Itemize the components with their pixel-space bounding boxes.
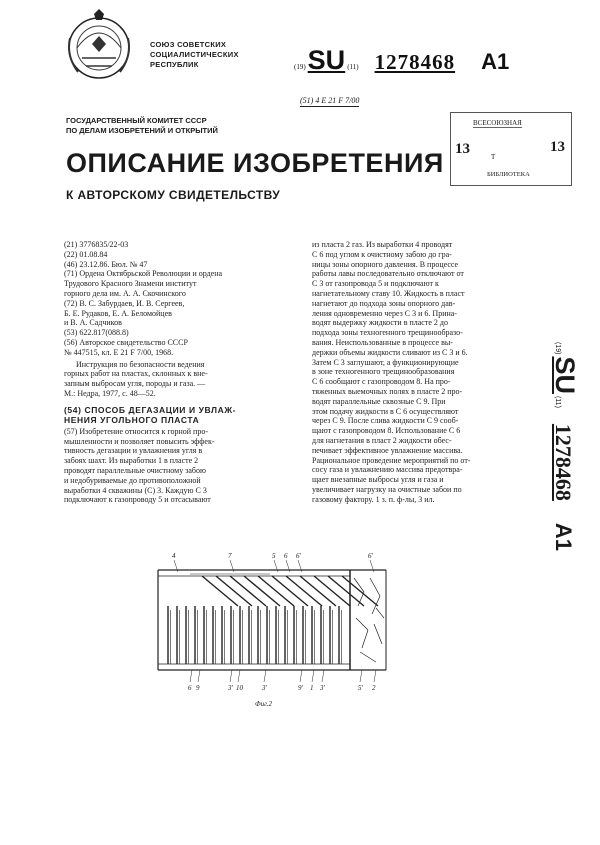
figure-label-top: 7 [228,552,232,560]
figure-label-bottom: 6 [188,684,192,692]
label-leader [264,670,266,682]
abstract-left [64,427,292,505]
figure-caption: Фиг.2 [255,700,273,708]
stamp-num-right: 13 [550,139,565,155]
abstract-line: держки объемы жидкости сливают из С 3 и 6. [312,347,468,357]
document-subtitle: К АВТОРСКОМУ СВИДЕТЕЛЬСТВУ [66,188,281,202]
biblio-row: Б. Е. Рудаков, Е. А. Беломойцев [64,308,172,318]
reference-line: запным выбросам угля, породы и газа. — [64,379,206,389]
ipc-class: (51) 4 Е 21 F 7/00 [300,96,360,105]
kind-code: A1 [481,49,510,74]
borehole-inclined [244,576,280,606]
org-name [150,40,239,70]
document-title: ОПИСАНИЕ ИЗОБРЕТЕНИЯ [66,148,444,178]
abstract-line: тяженных выемочных полях в пласте 2 про- [312,386,463,396]
abstract-line: через С 9. После слива жидкости С 9 сооб- [312,416,459,426]
stamp-top: ВСЕСОЮЗНАЯ [473,119,522,127]
biblio-row: (56) Авторское свидетельство СССР [64,337,188,347]
abstract-line: мышленности и позволяет повысить эффек- [64,436,215,446]
figure-label-top: 6' [296,552,301,560]
committee-line: ГОСУДАРСТВЕННЫЙ КОМИТЕТ СССР [66,116,207,125]
side-code-19: (19) [554,342,561,355]
figure-label-top: 5 [272,552,276,560]
borehole-inclined [216,576,252,606]
abstract-line: увеличивает нагрузку на очистные забои по [312,484,462,494]
label-leader [322,670,324,682]
abstract-line: работы лавы последовательно отключают от [312,269,464,279]
figure-label-bottom: 2 [372,684,376,692]
biblio-row: (46) 23.12.86. Бюл. № 47 [64,259,148,269]
abstract-line: сосу газа и увлажнению массива предотвра- [312,465,463,475]
bibliographic-data [64,240,292,505]
biblio-row: (53) 622.817(088.8) [64,328,129,338]
abstract-line: этом подачу жидкости в С 6 осуществляют [312,406,459,416]
biblio-row: (72) В. С. Забурдаев, И. В. Сергеев, [64,298,185,308]
borehole-inclined [272,576,308,606]
label-leader [374,670,376,682]
abstract-line: тивность дегазации и увлажнения угля в [64,446,203,456]
country-code: SU [307,45,346,75]
org-line: СОЮЗ СОВЕТСКИХ [150,40,227,49]
side-patent-number: 1278468 [551,423,576,501]
label-leader [300,670,302,682]
abstract-line: подхода зоны техногенного трещинообразо- [312,328,463,338]
stamp-middle: Т [491,153,496,161]
committee-name [66,116,218,136]
figure-label-bottom: 3' [262,684,267,692]
figure-label-bottom: 9' [298,684,303,692]
abstract-line: водят выдержку жидкости в пласте 2 до [312,318,448,328]
abstract-line: нагнетают до подхода зоны опорного дав- [312,298,456,308]
figure-label-bottom: 1 [310,684,314,692]
side-publication-number [532,340,590,720]
abstract-line: проводят параллельные очистному забою [64,465,206,475]
side-kind-code: A1 [551,522,576,552]
abstract-line: подключают к газопроводу 5 и отсасывают [64,495,211,505]
abstract-line: и недобуриваемые до противоположной [64,475,201,485]
invention-title-line: НЕНИЯ УГОЛЬНОГО ПЛАСТА [64,414,200,425]
abstract-line: водят параллельные сквозные С 9. При [312,396,446,406]
reference-line: горных работ на пластах, склонных к вне- [64,369,208,379]
org-line: РЕСПУБЛИК [150,60,199,69]
borehole-inclined [230,576,266,606]
borehole-inclined [258,576,294,606]
abstract-line: С 6 под углом к очистному забою до гра- [312,249,452,259]
abstract-line: в зоне техногенного трещинообразования [312,367,455,377]
abstract-line: газовому фактору. 1 з. п. ф-лы, 3 ил. [312,494,435,504]
reference-line: Инструкция по безопасности ведения [76,359,205,369]
state-emblem-icon [62,8,136,84]
biblio-row: горного дела им. А. А. Скочинского [64,288,186,298]
caved-zone-crack [376,608,384,618]
reference-text [64,360,292,399]
code-11: (11) [347,63,359,71]
biblio-row: (21) 3776835/22-03 [64,240,129,249]
figure-label-bottom: 9 [196,684,200,692]
code-19: (19) [294,63,306,71]
figure-label-top: 4 [172,552,176,560]
abstract-line: С 3 от газопровода 5 и подключают к [312,279,439,289]
abstract-line: выработки 4 скважины (С) 3. Каждую С 3 [64,485,207,495]
committee-line: ПО ДЕЛАМ ИЗОБРЕТЕНИЙ И ОТКРЫТИЙ [66,126,218,135]
biblio-row: № 447515, кл. Е 21 F 7/00, 1968. [64,347,174,357]
abstract-line: ления одновременно через С 3 и 6. Прина- [312,308,457,318]
figure-label-bottom: 3' [320,684,325,692]
invention-title-line: (54) СПОСОБ ДЕГАЗАЦИИ И УВЛАЖ- [64,404,237,415]
label-leader [198,670,200,682]
side-country-code: SU [550,356,580,394]
borehole-inclined [314,576,350,606]
stamp-bottom: БИБЛИОТЕКА [487,171,530,178]
abstract-line: щает внезапные выбросы угля и газа и [312,475,444,485]
caved-zone-crack [356,618,368,630]
abstract-line: Затем С 3 заглушают, а функционирующие [312,357,459,367]
biblio-row: (22) 01.08.84 [64,249,108,259]
patent-number: 1278468 [374,50,456,74]
caved-zone-crack [370,578,380,596]
biblio-row: Трудового Красного Знамени институт [64,279,197,289]
abstract-right [312,240,536,505]
caved-zone-crack [374,624,382,644]
figure-label-bottom: 3' [228,684,233,692]
figure-label-bottom: 10 [236,684,243,692]
borehole-inclined [300,576,336,606]
abstract-line: забоях шахт. Из выработки 1 в пласте 2 [64,456,199,466]
borehole-inclined [286,576,322,606]
abstract-line: Рациональное проведение мероприятий по от- [312,455,471,465]
abstract-line: щают с газопроводом 8. Использование С 6 [312,426,461,436]
publication-number [292,45,509,85]
abstract-line: вания. Неиспользованные в процессе вы- [312,337,453,347]
caved-zone-crack [362,630,368,648]
abstract-line: (57) Изобретение относится к горной про- [64,426,209,436]
figure-label-top: 6' [368,552,373,560]
stamp-num-left: 13 [455,141,470,157]
figure-label-top: 6 [284,552,288,560]
reference-line: М.: Недра, 1977, с. 48—52. [64,388,156,398]
abstract-line: нагнетательному ставу 10. Жидкость в пласт [312,288,465,298]
org-line: СОЦИАЛИСТИЧЕСКИХ [150,50,239,59]
library-stamp [450,112,572,186]
label-leader [190,670,192,682]
borehole-inclined [202,576,238,606]
borehole-inclined [328,576,364,606]
biblio-row: и В. А. Садчиков [64,318,122,328]
biblio-row: (71) Ордена Октябрьской Революции и ордена [64,269,223,279]
figure-label-bottom: 5' [358,684,363,692]
invention-title [64,405,292,425]
abstract-line: ницы зоны опорного давления. В процессе [312,259,459,269]
abstract-line: для нагнетания в пласт 2 жидкости обес- [312,435,452,445]
label-leader [360,670,362,682]
side-code-11: (11) [554,395,561,408]
abstract-line: из пласта 2 газ. Из выработки 4 проводят [312,240,453,249]
figure-2-drawing [150,548,390,718]
abstract-line: печивает эффективное увлажнение массива. [312,445,463,455]
label-leader [230,670,232,682]
abstract-line: С 6 сообщают с газопроводом 8. На про- [312,377,451,387]
label-leader [312,670,314,682]
caved-zone-crack [360,652,376,662]
label-leader [238,670,240,682]
